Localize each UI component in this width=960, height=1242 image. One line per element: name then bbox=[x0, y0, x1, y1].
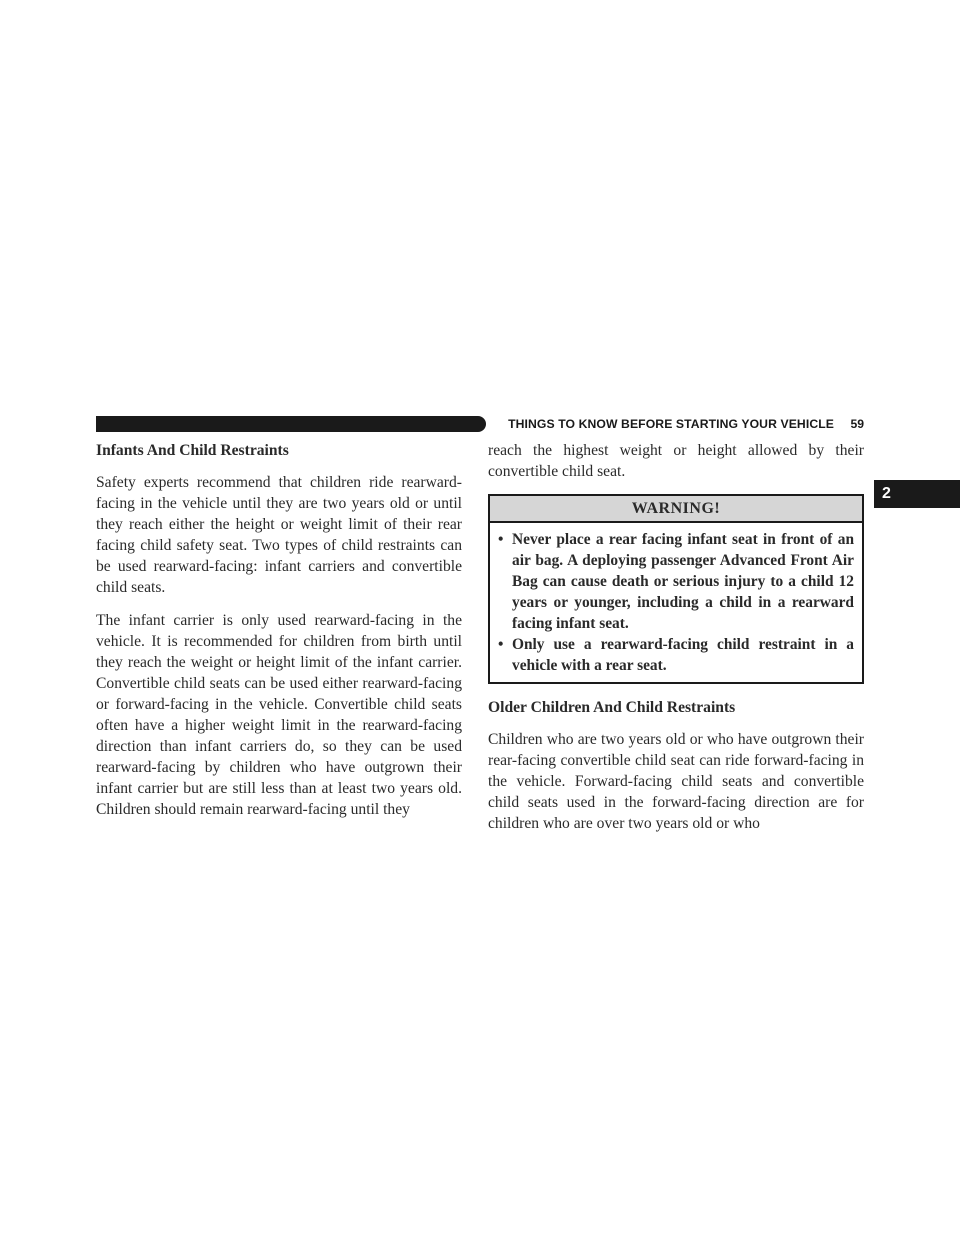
warning-body bbox=[490, 523, 862, 682]
left-column bbox=[96, 440, 462, 832]
paragraph: Children who are two years old or who have outgrown their rear-facing convertible child seat can ride forward-facing in the vehicle. Forward-facing child seats and convertible child seats used in the forward-facing direction are for children who are over two years old or who bbox=[488, 731, 864, 832]
warning-box bbox=[488, 494, 864, 684]
page-number: 59 bbox=[850, 417, 864, 431]
bullet-icon: • bbox=[498, 636, 504, 653]
page-header bbox=[96, 416, 864, 432]
warning-title: WARNING! bbox=[490, 496, 862, 523]
paragraph-continuation: reach the highest weight or height allowed by their convertible child seat. bbox=[488, 442, 864, 480]
section-heading: Infants And Child Restraints bbox=[96, 442, 289, 459]
warning-item bbox=[496, 529, 854, 634]
warning-item-text: Only use a rearward-facing child restraint in a vehicle with a rear seat. bbox=[512, 636, 854, 674]
header-bar bbox=[96, 416, 486, 432]
warning-item-text: Never place a rear facing infant seat in front of an air bag. A deploying passenger Advanced Front Air Bag can cause death or serious injury to a child 12 years or younger, including a child in a rearward facing infant seat. bbox=[512, 531, 854, 632]
right-column bbox=[488, 440, 864, 846]
chapter-tab: 2 bbox=[874, 480, 960, 508]
section-title: THINGS TO KNOW BEFORE STARTING YOUR VEHICLE bbox=[508, 417, 834, 431]
bullet-icon: • bbox=[498, 531, 504, 548]
warning-item bbox=[496, 634, 854, 676]
section-heading: Older Children And Child Restraints bbox=[488, 699, 736, 716]
paragraph: The infant carrier is only used rearward-facing in the vehicle. It is recommended for children from birth until they reach the weight or height limit of the infant carrier. Convertible child seats can be used either rearward-facing or forward-facing in the vehicle. Convertible child seats often have a higher weight limit in the rearward-facing direction than infant carriers do, so they can be used rearward-facing by children who have outgrown their infant carrier but are still less than at least two years old. Children should remain rearward-facing until they bbox=[96, 612, 462, 818]
paragraph: Safety experts recommend that children ride rearward-facing in the vehicle until they are two years old or until they reach either the height or weight limit of their rear facing child safety seat. Two types of child restraints can be used rearward-facing: infant carriers and convertible child seats. bbox=[96, 474, 462, 596]
